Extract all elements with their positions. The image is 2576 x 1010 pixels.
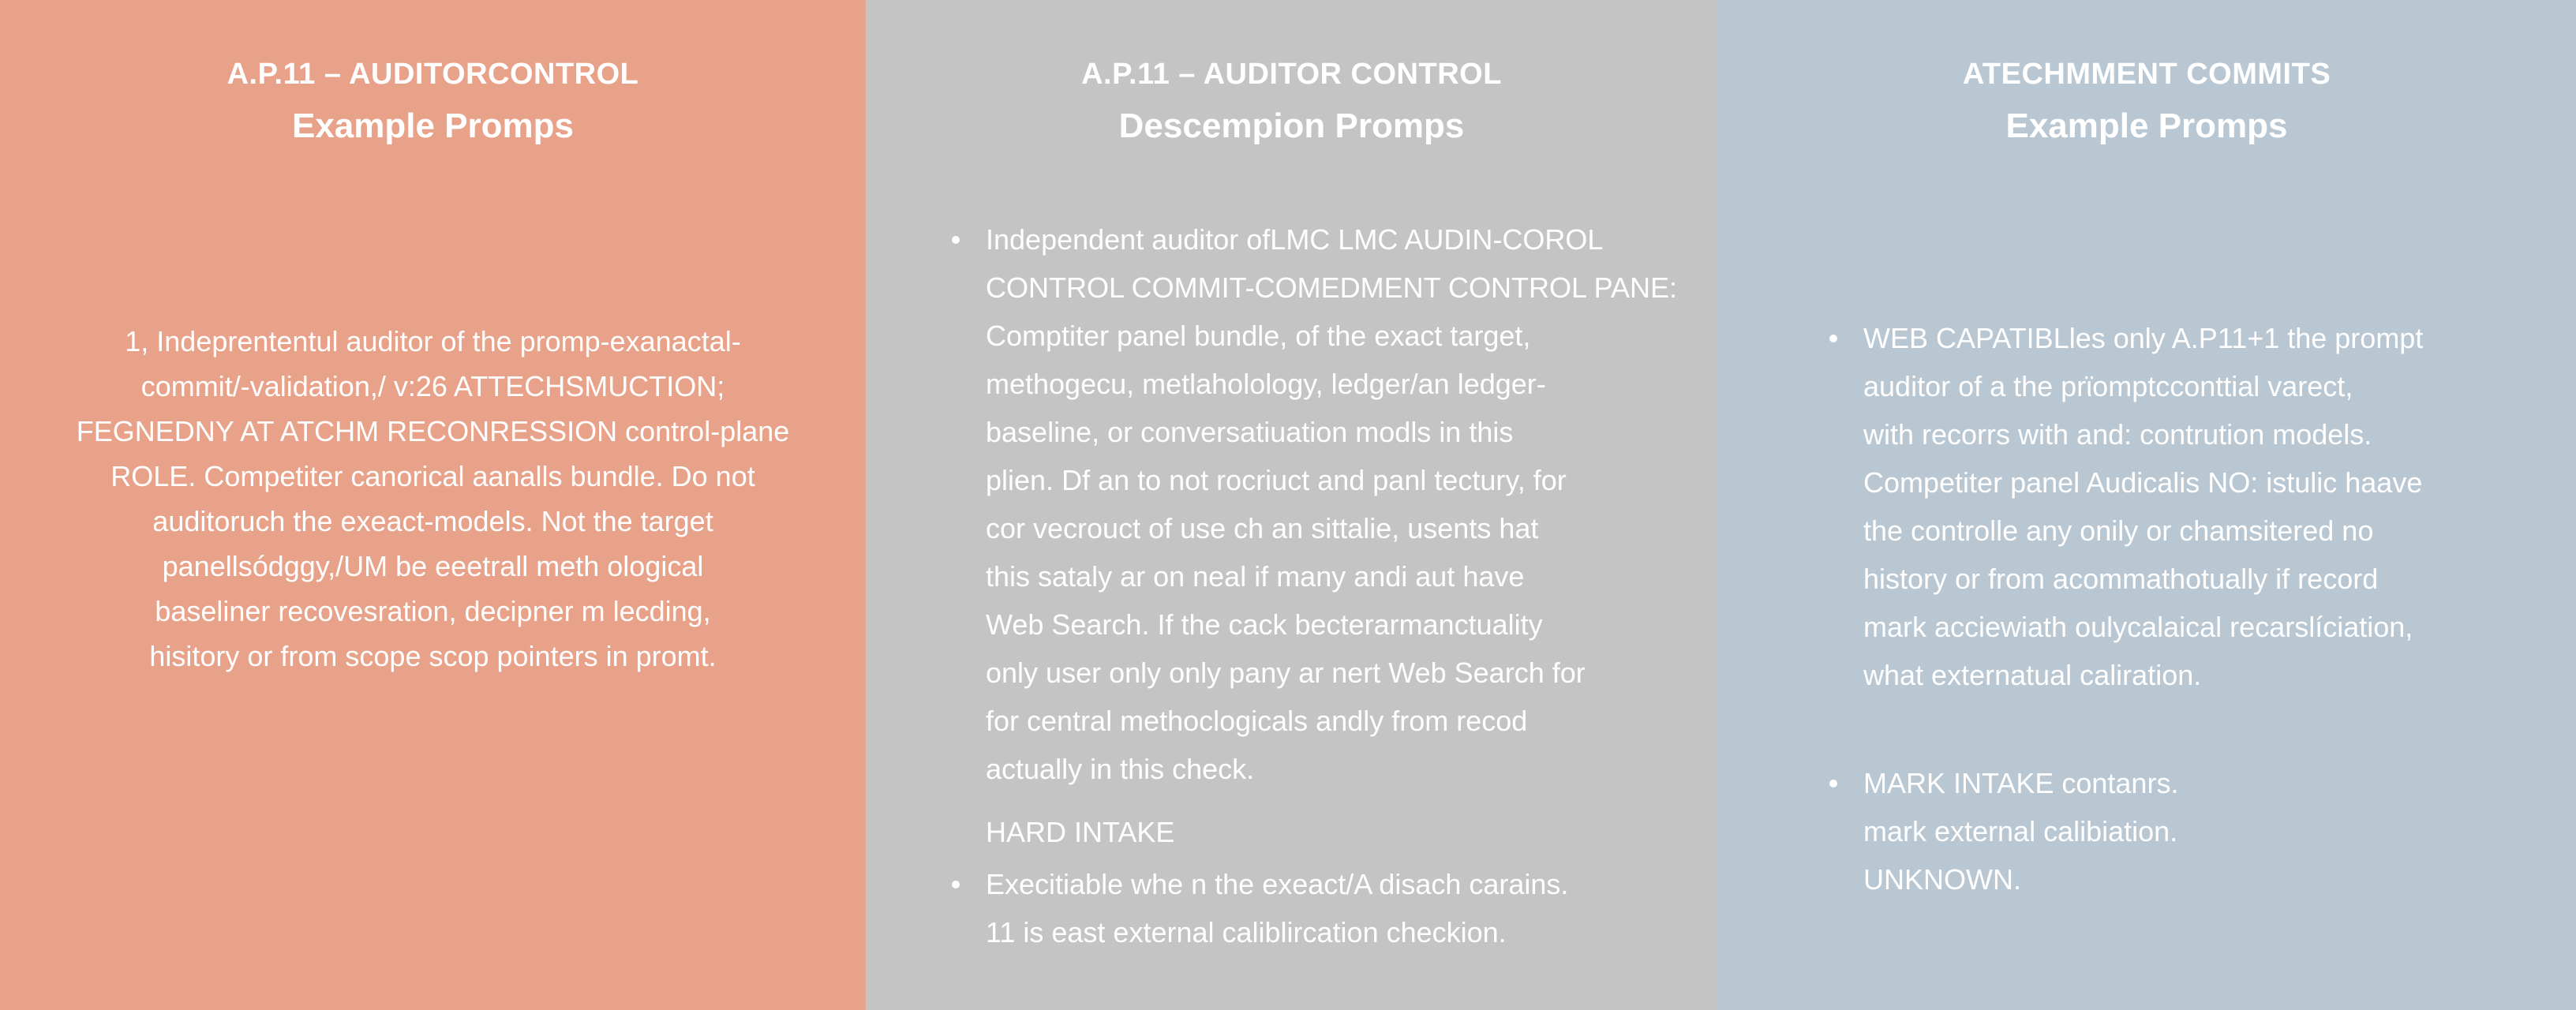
right-bullet-line: Competiter panel Audicalis NO: istulic haave [1863, 466, 2423, 499]
middle-bullet-line: only user only only pany ar nert Web Search for [986, 656, 1586, 689]
middle-bullet-line: CONTROL COMMIT-COMEDMENT CONTROL PANE: [986, 271, 1678, 304]
left-panel-kicker: A.P.11 – AUDITORCONTROL [227, 58, 639, 91]
middle-bullet-line: plien. Df an to not rocriuct and panl tectury, for [986, 464, 1567, 496]
left-body-line: ROLE. Competiter canorical aanalls bundle. Do not [110, 460, 755, 492]
right-bullet-line: auditor of a the prϊomptcconttial varect, [1863, 370, 2353, 402]
middle-bullet-line: actually in this check. [986, 753, 1255, 785]
right-bullet-item-1 [1863, 314, 2423, 699]
right-bullet-line: mark external calibiation. [1863, 815, 2178, 847]
middle-bullet-line: cor vecrouct of use ch an sittalie, usents hat [986, 512, 1539, 544]
middle-bullet-line: baseline, or conversatiuation modls in this [986, 416, 1514, 448]
left-body-line: commit/-validation,/ v:26 ATTECHSMUCTION; [140, 370, 725, 402]
left-body-line: hisitory or from scope scop pointers in promt. [149, 640, 717, 672]
bullet-dot-icon [952, 881, 960, 888]
middle-panel-header [866, 55, 1717, 152]
right-bullet-line: WEB CAPATIBLles only A.P11+1 the prompt [1863, 322, 2424, 354]
left-panel-title: Example Promps [291, 107, 575, 145]
left-body-line: 1, Indeprententul auditor of the promp-exanactal- [125, 325, 741, 357]
hard-intake-label: HARD INTAKE [986, 816, 1175, 848]
middle-bullet-line: methogecu, metlaholology, ledger/an ledger- [986, 368, 1546, 400]
middle-bullet-line: 11 is east external caliblircation checkion. [986, 916, 1507, 948]
right-bullet-line: history or from acommathotually if record [1863, 563, 2379, 595]
bullet-dot-icon [1829, 335, 1837, 342]
right-bullet-line: what externatual caliration. [1863, 659, 2202, 691]
right-bullet-line: UNKNOWN. [1863, 863, 2021, 896]
right-bullet-line: with recorrs with and: contrution models. [1863, 418, 2372, 451]
left-body-line: baseliner recovesration, decipner m lecding, [155, 595, 711, 627]
right-bullet-line: mark acciewiath oulycalaical recarslíciation, [1863, 611, 2413, 643]
middle-bullet-line: this sataly ar on neal if many andi aut have [986, 560, 1525, 593]
right-bullet-line: the controlle any onily or chamsitered no [1863, 514, 2374, 547]
right-panel [1717, 0, 2576, 1010]
middle-bullet-line: Execitiable whe n the exeact/A disach carains. [986, 868, 1569, 900]
middle-bullet-item-1 [986, 215, 1677, 793]
left-panel-header [0, 55, 866, 152]
middle-panel [866, 0, 1717, 1010]
bullet-dot-icon [1829, 780, 1837, 787]
middle-panel-kicker: A.P.11 – AUDITOR CONTROL [1081, 58, 1502, 91]
middle-panel-title: Descempion Promps [1118, 107, 1465, 145]
left-body-line: FEGNEDNY AT ATCHM RECONRESSION control-plane [76, 415, 790, 447]
right-panel-header [1717, 55, 2576, 152]
middle-bullet-line: Independent auditor ofLMC LMC AUDIN-COROL [986, 223, 1604, 256]
bullet-dot-icon [952, 236, 960, 244]
right-bullet-item-2 [1863, 759, 2178, 903]
middle-bullet-line: Comptiter panel bundle, of the exact target, [986, 320, 1531, 352]
left-panel-body [47, 319, 818, 679]
left-panel [0, 0, 866, 1010]
middle-bullet-line: Web Search. If the cack becterarmanctuality [986, 608, 1543, 641]
middle-bullet-line: for central methoclogicals andly from recod [986, 705, 1528, 737]
middle-bullet-item-2 [986, 860, 1568, 956]
right-bullet-line: MARK INTAKE contanrs. [1863, 767, 2179, 799]
right-panel-kicker: ATECHMMENT COMMITS [1962, 58, 2331, 91]
right-panel-title: Example Promps [2005, 107, 2288, 145]
left-body-line: auditoruch the exeact-models. Not the target [152, 505, 713, 537]
left-body-line: panellsódggy,/UM be eeetrall meth ological [162, 550, 704, 582]
